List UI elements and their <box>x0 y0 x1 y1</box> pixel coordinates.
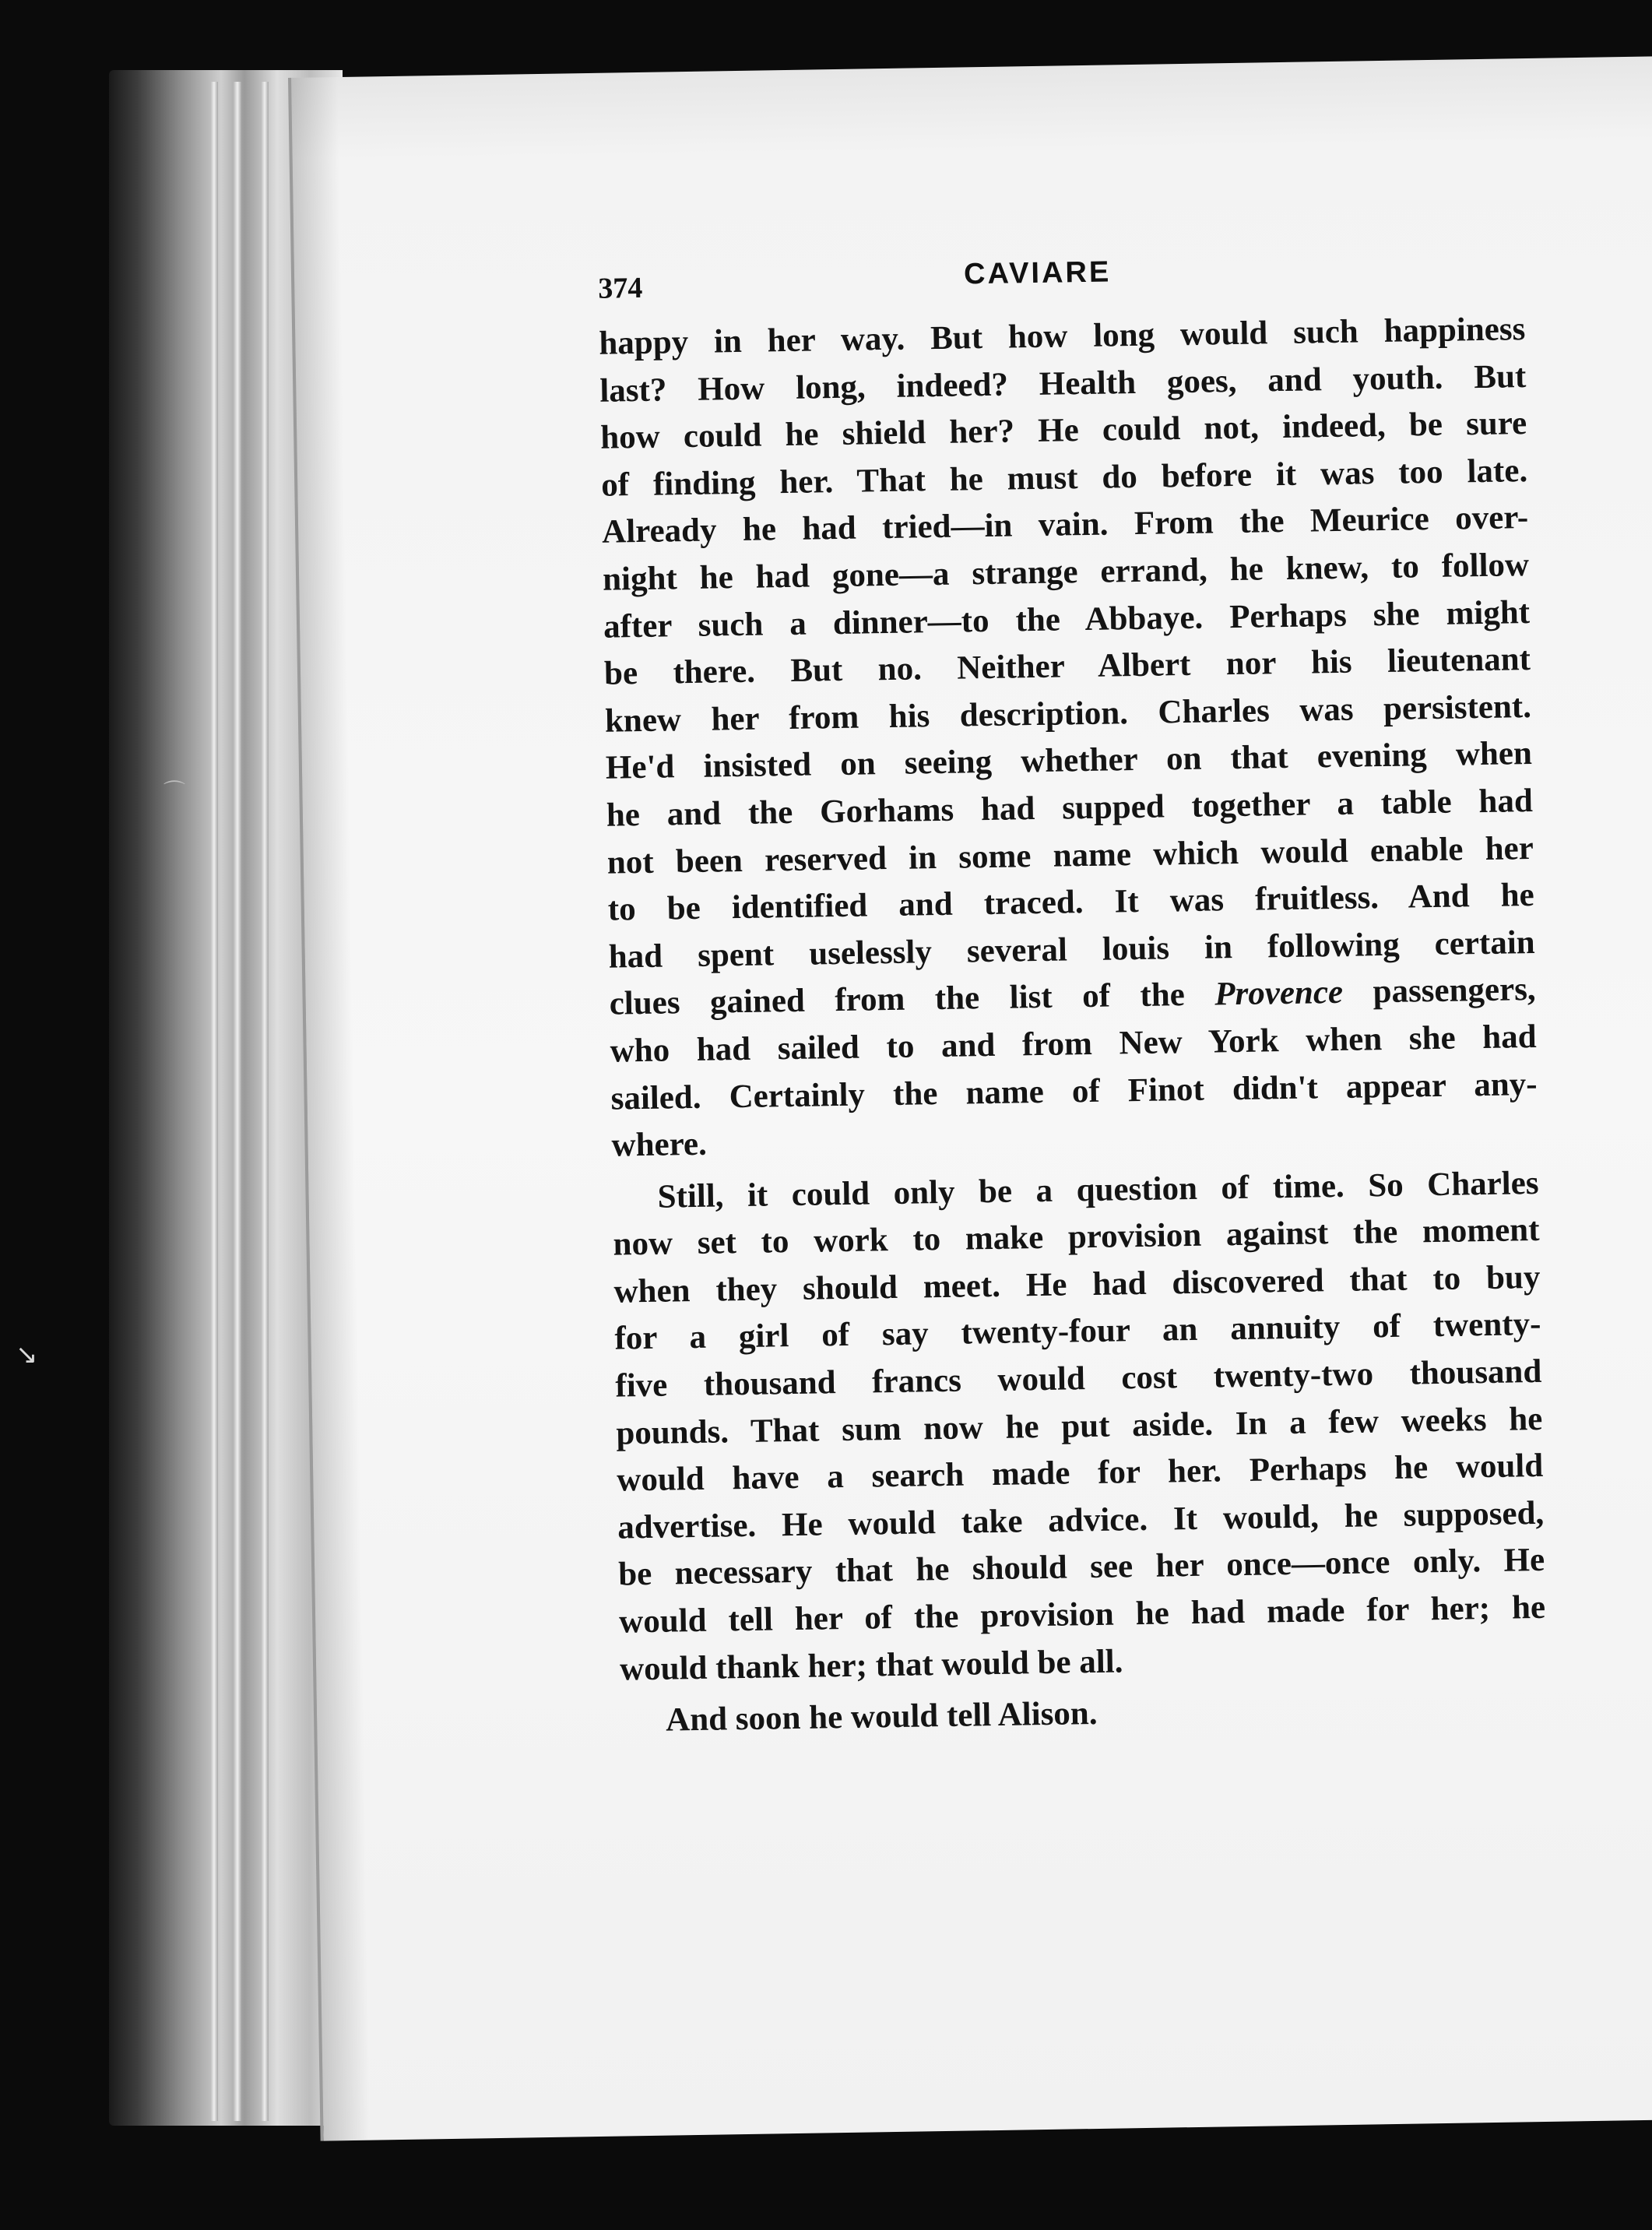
text-line: after such a dinner—to the Abbaye. Perhaps she might <box>603 593 1531 645</box>
text-run: clues gained from the list of the <box>609 976 1215 1022</box>
text-line: five thousand francs would cost twenty-two thousand <box>615 1352 1542 1405</box>
text-line: Already he had tried—in vain. From the Meurice over- <box>601 499 1529 551</box>
ship-name-italic: Provence <box>1214 974 1344 1013</box>
text-line: He'd insisted on seeing whether on that evening when <box>605 735 1533 787</box>
text-line: be there. But no. Neither Albert nor his lieutenant <box>603 641 1531 692</box>
text-line: be necessary that he should see her once—once only. He <box>617 1542 1545 1594</box>
text-line: where. <box>611 1125 708 1164</box>
text-line: sailed. Certainly the name of Finot didn't appear any- <box>610 1065 1538 1117</box>
text-line: would tell her of the provision he had made for her; he <box>618 1588 1546 1641</box>
text-line: who had sailed to and from New York when she had <box>610 1018 1537 1070</box>
body-text <box>599 306 1548 1745</box>
text-line: last? How long, indeed? Health goes, and youth. But <box>599 357 1527 410</box>
text-line: knew her from his description. Charles was persistent. <box>604 688 1532 740</box>
text-line: of finding her. That he must do before it was too late. <box>600 452 1528 504</box>
paragraph-2 <box>612 1160 1546 1694</box>
text-line: he and the Gorhams had supped together a table had <box>606 782 1534 834</box>
page-number: 374 <box>597 271 643 305</box>
page-edge-strip <box>261 82 269 2121</box>
text-line: night he had gone—a strange errand, he knew, to follow <box>602 547 1530 598</box>
text-line: had spent uselessly several louis in following certain <box>608 923 1536 976</box>
text-run: passengers, <box>1342 971 1536 1011</box>
book-title: CAVIARE <box>963 255 1112 291</box>
text-line: to be identified and traced. It was fruitless. And he <box>607 877 1535 928</box>
paragraph-1 <box>599 306 1538 1170</box>
book-page <box>288 56 1652 2140</box>
text-line: advertise. He would take advice. It would, he supposed, <box>617 1494 1545 1546</box>
page-edge-strip <box>210 82 218 2121</box>
text-line: for a girl of say twenty-four an annuity of twenty- <box>614 1306 1541 1358</box>
text-line: pounds. That sum now he put aside. In a few weeks he <box>616 1400 1543 1452</box>
text-line: would have a search made for her. Perhaps he would <box>616 1447 1544 1499</box>
text-line: And soon he would tell Alison. <box>665 1695 1098 1739</box>
text-line: now set to work to make provision against the moment <box>613 1212 1540 1263</box>
text-line: happy in her way. But how long would such happiness <box>599 311 1526 362</box>
text-line: Still, it could only be a question of time. So Charles <box>657 1164 1539 1215</box>
text-line: not been reserved in some name which would enable her <box>606 829 1534 881</box>
text-line: how could he shield her? He could not, indeed, be sure <box>599 405 1527 456</box>
page-edge-strip <box>234 82 241 2121</box>
margin-speck: ⌒ <box>163 779 186 804</box>
margin-speck: ↘ <box>16 1339 38 1370</box>
text-line: would thank her; that would be all. <box>619 1643 1123 1688</box>
running-head <box>598 249 1517 311</box>
text-line: when they should meet. He had discovered that to buy <box>613 1258 1541 1310</box>
